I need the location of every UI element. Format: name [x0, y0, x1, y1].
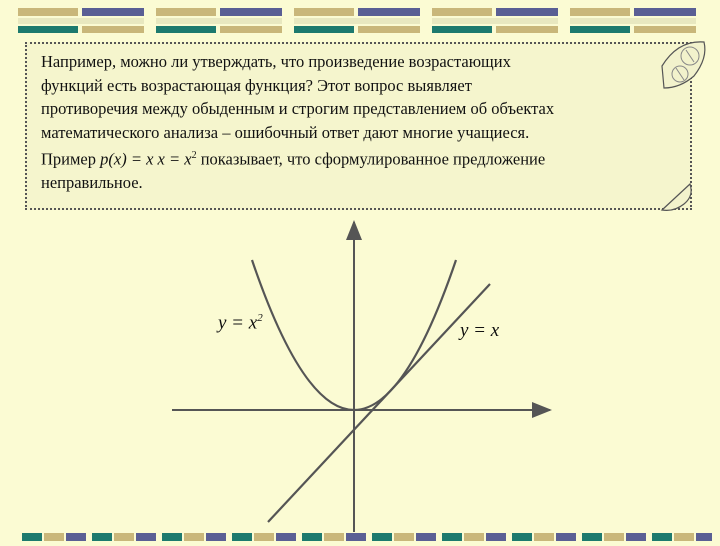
- decor-segment: [634, 8, 696, 16]
- decor-segment: [156, 26, 216, 33]
- page-curl-icon: [658, 36, 712, 96]
- parabola-label-exponent: 2: [257, 312, 263, 324]
- decor-segment: [432, 18, 558, 24]
- top-decor-graphic: [18, 6, 708, 36]
- note-line-5-formula: p(x) = x x = x: [100, 149, 192, 169]
- decor-segment: [496, 8, 558, 16]
- note-line-4: математического анализа – ошибочный ответ дают многие учащиеся.: [41, 122, 530, 142]
- decor-segment: [358, 26, 420, 33]
- decor-segment: [294, 26, 354, 33]
- note-line-6: неправильное.: [41, 173, 143, 192]
- decor-segment: [82, 8, 144, 16]
- decor-segment: [432, 26, 492, 33]
- bottom-decor-graphic: [22, 529, 712, 541]
- parabola-label: [218, 312, 263, 334]
- decor-segment: [18, 26, 78, 33]
- note-line-5-prefix: Пример: [41, 149, 101, 169]
- decor-segment: [156, 18, 282, 24]
- note-line-1: Например, можно ли утверждать, что произведение возрастающих: [41, 52, 511, 71]
- function-graph: [160, 212, 560, 532]
- note-card: [25, 42, 692, 210]
- note-text: [41, 50, 671, 195]
- decor-segment: [358, 8, 420, 16]
- decor-segment: [156, 8, 216, 16]
- line-label: y = x: [460, 320, 500, 341]
- decor-segment: [496, 26, 558, 33]
- parabola-label-base: y = x: [218, 312, 258, 334]
- decor-segment: [220, 8, 282, 16]
- note-line-3: противоречия между обыденным и строгим представлением об объектах: [41, 99, 555, 118]
- decor-segment: [294, 8, 354, 16]
- decor-segment: [18, 8, 78, 16]
- note-line-5: [41, 144, 671, 171]
- note-line-2: функций есть возрастающая функция? Этот вопрос выявляет: [41, 75, 472, 95]
- decor-segment: [220, 26, 282, 33]
- decor-segment: [570, 18, 696, 24]
- decor-segment: [634, 26, 696, 33]
- decor-segment: [82, 26, 144, 33]
- note-line-5-suffix: показывает, что сформулированное предложение: [196, 149, 546, 169]
- decor-segment: [570, 26, 630, 33]
- decor-segment: [432, 8, 492, 16]
- decor-segment: [570, 8, 630, 16]
- bottom-decor-strip: [22, 528, 712, 540]
- line-y-equals-x: [268, 284, 490, 522]
- page-curl-bottom-icon: [660, 182, 694, 212]
- note-line-5-exponent: 2: [191, 150, 197, 161]
- decor-segment: [18, 18, 144, 24]
- decor-segment: [294, 18, 420, 24]
- top-decor-strip: [18, 6, 708, 36]
